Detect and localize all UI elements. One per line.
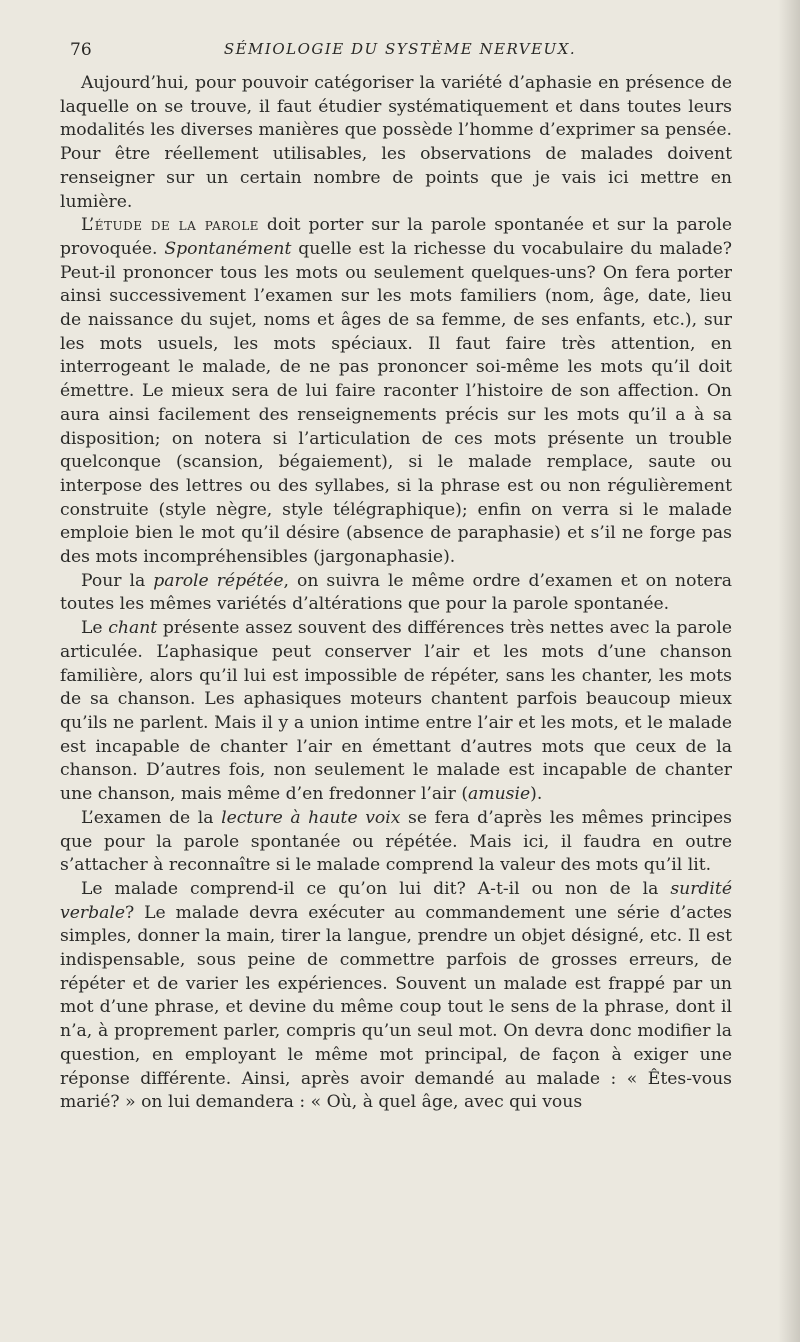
body-text [60,72,732,1115]
paragraph-surdite-verbale [60,878,732,1115]
paragraph-text: Le [81,618,109,639]
paragraph-lecture [60,807,732,878]
paragraph-text: L’examen de la [81,807,222,828]
paragraph-text: se fera d’après les mêmes principes que pour la parole spontanée ou répétée. Mais ici, il faudra en outre s’attacher à reconnaître si le malade comprend la valeur des mots qu’il lit. [60,807,733,876]
paragraph-parole-repetee [60,570,732,617]
paragraph-text: présente assez souvent des différences très nettes avec la parole articulée. L’aphasique peut conserver l’air et les mots d’une chanson familière, alors qu’il lui est impossible de répéter, sans les chanter, les mots de sa chanson. Les aphasiques moteurs chantent parfois beaucoup mieux qu’ils ne parlent. Mais il y a union intime entre l’air et les mots, et le malade est incapable de chanter l’air en émettant d’autres mots que ceux de la chanson. D’autres fois, non seulement le malade est incapable de chanter une chanson, mais même d’en fredonner l’air ( [60,618,732,805]
paragraph-text: quelle est la richesse du vocabulaire du malade? Peut-il prononcer tous les mots ou seulement quelques-uns? On fera porter ainsi successivement l’examen sur les mots familiers (nom, âge, date, lieu de naissance du sujet, noms et âges de sa femme, de ses enfants, etc.), sur les mots usuels, les mots spéciaux. Il faut faire très attention, en interrogeant le malade, de ne pas prononcer soi-même les mots qu’il doit émettre. Le mieux sera de lui faire raconter l’histoire de son affection. On aura ainsi facilement des renseignements précis sur les mots qu’il a à sa disposition; on notera si l’articulation de ces mots présente un trouble quelconque (scansion, bégaiement), si le malade remplace, saute ou interpose des lettres ou des syllabes, si la phrase est ou non régulièrement construite (style nègre, style télégraphique); enfin on verra si le malade emploie bien le mot qu’il désire (absence de paraphasie) et s’il ne forge pas des mots incompréhensibles (jargonaphasie). [60,238,732,568]
section-lead-etude-parole: L’étude de la parole [81,215,259,236]
paragraph-chant [60,617,732,807]
italic-term: amusie [468,784,531,805]
page-number: 76 [70,40,92,60]
italic-term: parole répétée [153,570,284,591]
italic-term: surdité verbale [60,878,732,923]
paragraph-text: , on suivra le même ordre d’examen et on notera toutes les mêmes variétés d’altérations que pour la parole spontanée. [60,570,733,615]
paragraph-text: Le malade comprend-il ce qu’on lui dit? A-t-il ou non de la [81,878,671,899]
paragraph-text: ? Le malade devra exécuter au commandement une série d’actes simples, donner la main, tirer la langue, prendre un objet désigné, etc. Il est indispensable, sous peine de commettre parfois de grosses erreurs, de répéter et de varier les expériences. Souvent un malade est frappé par un mot d’une phrase, et devine du même coup tout le sens de la phrase, dont il n’a, à proprement parler, compris qu’un seul mot. On devra donc modifier la question, en employant le même mot principal, de façon à exiger une réponse différente. Ainsi, après avoir demandé au malade : « Êtes-vous marié? » on lui demandera : « Où, à quel âge, avec qui vous [60,902,732,1113]
paragraph-intro: Aujourd’hui, pour pouvoir catégoriser la variété d’aphasie en présence de laquelle on se trouve, il faut étudier systématiquement et dans toutes leurs modalités les diverses manières que possède l’homme d’exprimer sa pensée. Pour être réellement utilisables, les observations de malades doivent renseigner sur un certain nombre de points que je vais ici mettre en lumière. [60,73,732,212]
paragraph-text: Pour la [81,570,154,591]
paragraph-text: ). [530,784,543,805]
page-header [70,40,730,70]
paragraph-parole-spontanee [60,214,732,570]
italic-term: lecture à haute voix [221,807,401,828]
running-title: SÉMIOLOGIE DU SYSTÈME NERVEUX. [223,40,577,58]
paragraph-text: doit porter sur la parole spontanée et sur la parole provoquée. [60,215,732,259]
italic-term: Spontanément [164,238,292,259]
italic-term: chant [108,618,158,639]
page-edge-shadow [778,0,800,1342]
